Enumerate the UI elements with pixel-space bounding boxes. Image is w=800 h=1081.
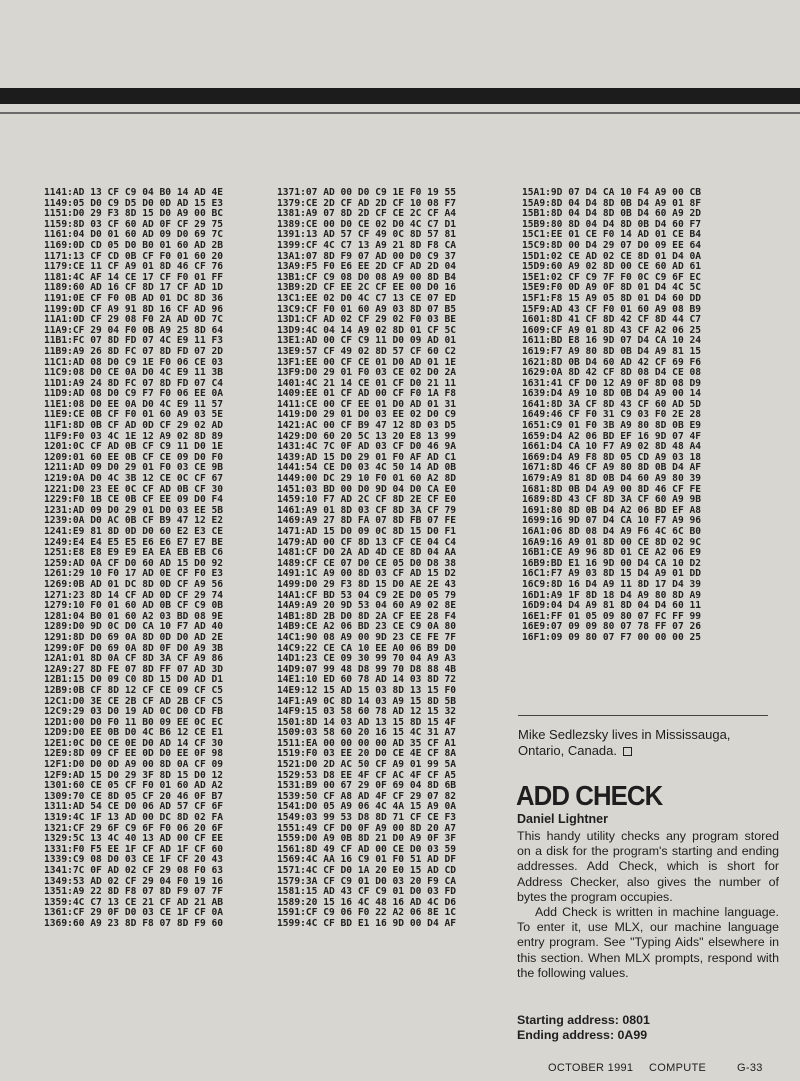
listing-line: 1691:80 8D 0B D4 A2 06 BD EF A8 bbox=[522, 505, 702, 516]
listing-line: 1431:4C 7C 0F AD 03 CF D0 46 9A bbox=[277, 442, 457, 453]
listing-line: 1671:8D 46 CF A9 80 8D 0B D4 AF bbox=[522, 463, 702, 474]
listing-line: 15A9:8D 04 D4 8D 0B D4 A9 01 8F bbox=[522, 198, 702, 209]
listing-line: 1149:05 D0 C9 D5 D0 0D AD 15 E3 bbox=[44, 198, 224, 209]
listing-line: 1419:D0 29 01 D0 03 EE 02 D0 C9 bbox=[277, 410, 457, 421]
listing-line: 1561:8D 49 CF AD 00 CE D0 03 59 bbox=[277, 844, 457, 855]
listing-line: 12F9:AD 15 D0 29 3F 8D 15 D0 12 bbox=[44, 770, 224, 781]
listing-line: 1531:B9 00 67 29 0F 69 04 8D 6B bbox=[277, 781, 457, 792]
footer-page-number: G-33 bbox=[737, 1062, 763, 1074]
listing-line: 1359:4C C7 13 CE 21 CF AD 21 AB bbox=[44, 897, 224, 908]
listing-line: 1371:07 AD 00 D0 C9 1E F0 19 55 bbox=[277, 188, 457, 198]
listing-line: 1151:D0 29 F3 8D 15 D0 A9 00 BC bbox=[44, 209, 224, 220]
listing-line: 1511:EA 00 00 00 00 AD 35 CF A1 bbox=[277, 738, 457, 749]
listing-line: 1379:CE 2D CF AD 2D CF 10 08 F7 bbox=[277, 198, 457, 209]
listing-line: 1459:10 F7 AD 2C CF 8D 2E CF E0 bbox=[277, 495, 457, 506]
listing-line: 12C1:D0 3E CE 2B CF AD 2B CF C5 bbox=[44, 696, 224, 707]
listing-line: 1209:01 60 EE 0B CF CE 09 D0 F0 bbox=[44, 452, 224, 463]
end-mark-icon bbox=[623, 747, 632, 756]
listing-line: 1429:D0 60 20 5C 13 20 E8 13 99 bbox=[277, 431, 457, 442]
listing-line: 1351:A9 22 8D F8 07 8D F9 07 7F bbox=[44, 887, 224, 898]
listing-line: 1309:70 CE 8D 05 CF 20 46 0F B7 bbox=[44, 791, 224, 802]
article-byline: Daniel Lightner bbox=[517, 812, 608, 826]
author-note bbox=[518, 727, 780, 759]
listing-line: 12C9:29 03 D0 19 AD 0C D0 CD FB bbox=[44, 707, 224, 718]
listing-line: 16D1:A9 1F 8D 18 D4 A9 80 8D A9 bbox=[522, 590, 702, 601]
listing-line: 1319:4C 1F 13 AD 00 DC 8D 02 FA bbox=[44, 813, 224, 824]
listing-line: 1299:0F D0 69 0A 8D 0F D0 A9 3B bbox=[44, 643, 224, 654]
article-title: ADD CHECK bbox=[516, 780, 663, 811]
listing-line: 1549:03 99 53 D8 8D 71 CF CE F3 bbox=[277, 813, 457, 824]
listing-line: 1611:BD E8 16 9D 07 D4 CA 10 24 bbox=[522, 336, 702, 347]
listing-line: 12B9:0B CF 8D 12 CF CE 09 CF C5 bbox=[44, 685, 224, 696]
column-divider bbox=[518, 715, 768, 716]
listing-line: 1321:CF 29 6F C9 6F F0 06 20 6F bbox=[44, 823, 224, 834]
listing-line: 1659:D4 A2 06 BD EF 16 9D 07 4F bbox=[522, 431, 702, 442]
listing-line: 13C9:CF F0 01 60 A9 03 8D 07 B5 bbox=[277, 304, 457, 315]
listing-line: 11E9:CE 0B CF F0 01 60 A9 03 5E bbox=[44, 410, 224, 421]
listing-line: 13D1:CF AD 02 CF 29 02 F0 03 BE bbox=[277, 315, 457, 326]
listing-line: 13A9:F5 F0 E6 EE 2D CF AD 2D 04 bbox=[277, 262, 457, 273]
listing-line: 1361:CF 29 0F D0 03 CE 1F CF 0A bbox=[44, 908, 224, 919]
listing-line: 1619:F7 A9 80 8D 0B D4 A9 81 15 bbox=[522, 346, 702, 357]
article-paragraph: Add Check is written in machine language. To enter it, use MLX, our machine language entry program. See "Typing Aids" elsewhere in this section. When MLX prompts, respond with the following values. bbox=[517, 905, 779, 980]
listing-line: 11A1:0D CF 29 08 F0 2A AD 0D 7C bbox=[44, 315, 224, 326]
listing-line: 1559:D0 A9 0B 8D 21 D0 A9 0F 3F bbox=[277, 834, 457, 845]
listing-line: 1249:E4 E4 E5 E5 E6 E6 E7 E7 BE bbox=[44, 537, 224, 548]
listing-line: 15E1:02 CF C9 7F F0 0C C9 6F EC bbox=[522, 272, 702, 283]
listing-line: 11A9:CF 29 04 F0 0B A9 25 8D 64 bbox=[44, 325, 224, 336]
listing-line: 1551:49 CF D0 0F A9 00 8D 20 A7 bbox=[277, 823, 457, 834]
listing-line: 11B9:A9 26 8D FC 07 8D FD 07 2D bbox=[44, 346, 224, 357]
header-bar bbox=[0, 88, 800, 104]
listing-line: 1581:15 AD 43 CF C9 01 D0 03 FD bbox=[277, 887, 457, 898]
listing-line: 1221:D0 23 EE 0C CF AD 0B CF 30 bbox=[44, 484, 224, 495]
listing-line: 1211:AD 09 D0 29 01 F0 03 CE 9B bbox=[44, 463, 224, 474]
listing-line: 1609:CF A9 01 8D 43 CF A2 06 25 bbox=[522, 325, 702, 336]
listing-line: 1501:8D 14 03 AD 13 15 8D 15 4F bbox=[277, 717, 457, 728]
starting-address: Starting address: 0801 bbox=[517, 1013, 650, 1027]
listing-line: 12B1:15 D0 09 C0 8D 15 D0 AD D1 bbox=[44, 675, 224, 686]
listing-line: 1489:CF CE 07 D0 CE 05 D0 D8 38 bbox=[277, 558, 457, 569]
listing-line: 1649:46 CF F0 31 C9 03 F0 2E 28 bbox=[522, 410, 702, 421]
listing-line: 1201:0C CF AD 0B CF C9 11 D0 1E bbox=[44, 442, 224, 453]
listing-line: 1391:13 AD 57 CF 49 0C 8D 57 81 bbox=[277, 230, 457, 241]
listing-line: 13F1:EE 00 CF CE 01 D0 AD 01 1E bbox=[277, 357, 457, 368]
listing-column-2 bbox=[277, 188, 456, 930]
listing-line: 1639:D4 A9 10 8D 0B D4 A9 00 14 bbox=[522, 389, 702, 400]
listing-line: 16D9:04 D4 A9 81 8D 04 D4 60 11 bbox=[522, 601, 702, 612]
listing-line: 1339:C9 08 D0 03 CE 1F CF 20 43 bbox=[44, 855, 224, 866]
listing-line: 1141:AD 13 CF C9 04 B0 14 AD 4E bbox=[44, 188, 224, 198]
listing-line: 14D9:07 99 48 D8 99 70 D8 88 4B bbox=[277, 664, 457, 675]
listing-line: 1519:F0 03 EE 20 D0 CE 4E CF 8A bbox=[277, 749, 457, 760]
listing-line: 11F1:8D 0B CF AD 0D CF 29 02 AD bbox=[44, 421, 224, 432]
listing-line: 1261:29 10 F0 17 AD 0E CF F0 E3 bbox=[44, 569, 224, 580]
listing-line: 14A9:A9 20 9D 53 04 60 A9 02 8E bbox=[277, 601, 457, 612]
listing-line: 1451:03 BD 00 D0 9D 04 D0 CA E0 bbox=[277, 484, 457, 495]
listing-line: 1291:8D D0 69 0A 8D 0D D0 AD 2E bbox=[44, 632, 224, 643]
listing-line: 1169:0D CD 05 D0 B0 01 60 AD 2B bbox=[44, 240, 224, 251]
listing-line: 1219:0A D0 4C 3B 12 CE 0C CF 67 bbox=[44, 474, 224, 485]
listing-line: 1661:D4 CA 10 F7 A9 02 8D 48 A4 bbox=[522, 442, 702, 453]
listing-line: 1241:E9 81 8D 0D D0 60 E2 E3 CE bbox=[44, 527, 224, 537]
listing-line: 11E1:08 D0 EE 0A D0 4C E9 11 57 bbox=[44, 399, 224, 410]
listing-line: 1591:CF C9 06 F0 22 A2 06 8E 1C bbox=[277, 908, 457, 919]
author-note-text: Mike Sedlezsky lives in Mississauga, Ontario, Canada. bbox=[518, 727, 731, 758]
listing-line: 1281:04 B0 01 60 A2 03 BD 08 9E bbox=[44, 611, 224, 622]
listing-line: 1629:0A 8D 42 CF 8D 08 D4 CE 08 bbox=[522, 368, 702, 379]
listing-line: 14C9:22 CE CA 10 EE A0 06 B9 D0 bbox=[277, 643, 457, 654]
listing-line: 12E9:8D 09 CF EE 0D D0 EE 0F 98 bbox=[44, 749, 224, 760]
listing-line: 1689:8D 43 CF 8D 3A CF 60 A9 9B bbox=[522, 495, 702, 506]
listing-line: 1569:4C AA 16 C9 01 F0 51 AD DF bbox=[277, 855, 457, 866]
listing-line: 1341:7C 0F AD 02 CF 29 08 F0 63 bbox=[44, 866, 224, 876]
listing-line: 15D9:60 A9 02 8D 00 CE 60 AD 61 bbox=[522, 262, 702, 273]
listing-line: 13C1:EE 02 D0 4C C7 13 CE 07 ED bbox=[277, 293, 457, 304]
listing-line: 1699:16 9D 07 D4 CA 10 F7 A9 96 bbox=[522, 516, 702, 527]
listing-line: 1449:00 DC 29 10 F0 01 60 A2 8D bbox=[277, 474, 457, 485]
listing-line: 13E9:57 CF 49 02 8D 57 CF 60 C2 bbox=[277, 346, 457, 357]
listing-line: 1181:4C AF 14 CE 17 CF F0 01 FF bbox=[44, 272, 224, 283]
listing-line: 1409:EE 01 CF AD 00 CF F0 1A F8 bbox=[277, 389, 457, 400]
listing-line: 1311:AD 54 CE D0 06 AD 57 CF 6F bbox=[44, 802, 224, 813]
footer-publication: COMPUTE bbox=[649, 1062, 707, 1074]
listing-line: 1441:54 CE D0 03 4C 50 14 AD 0B bbox=[277, 463, 457, 474]
listing-line: 1349:53 AD 02 CF 29 04 F0 19 16 bbox=[44, 876, 224, 887]
listing-line: 12D1:00 D0 F0 11 B0 09 EE 0C EC bbox=[44, 717, 224, 728]
listing-line: 1521:D0 2D AC 50 CF A9 01 99 5A bbox=[277, 760, 457, 771]
listing-line: 1631:41 CF D0 12 A9 0F 8D 08 D9 bbox=[522, 378, 702, 389]
listing-line: 1641:8D 3A CF 8D 43 CF 60 AD 5D bbox=[522, 399, 702, 410]
listing-line: 1189:60 AD 16 CF 8D 17 CF AD 1D bbox=[44, 283, 224, 294]
listing-line: 1301:60 CE 05 CF F0 01 60 AD A2 bbox=[44, 781, 224, 792]
listing-line: 15F1:F8 15 A9 05 8D 01 D4 60 DD bbox=[522, 293, 702, 304]
listing-line: 16C9:8D 16 D4 A9 11 8D 17 D4 39 bbox=[522, 579, 702, 590]
listing-line: 1401:4C 21 14 CE 01 CF D0 21 11 bbox=[277, 378, 457, 389]
listing-line: 1589:20 15 16 4C 48 16 AD 4C D6 bbox=[277, 897, 457, 908]
listing-line: 1179:CE 11 CF A9 01 8D 46 CF 76 bbox=[44, 262, 224, 273]
listing-line: 1279:10 F0 01 60 AD 0B CF C9 0B bbox=[44, 601, 224, 612]
listing-line: 11C9:08 D0 CE 0A D0 4C E9 11 3B bbox=[44, 368, 224, 379]
listing-line: 1469:A9 27 8D FA 07 8D FB 07 FE bbox=[277, 516, 457, 527]
listing-line: 16B1:CE A9 96 8D 01 CE A2 06 E9 bbox=[522, 548, 702, 559]
listing-line: 13F9:D0 29 01 F0 03 CE 02 D0 2A bbox=[277, 368, 457, 379]
listing-line: 1331:F0 F5 EE 1F CF AD 1F CF 60 bbox=[44, 844, 224, 855]
listing-line: 15B9:80 8D 04 D4 8D 0B D4 60 F7 bbox=[522, 219, 702, 230]
listing-line: 1571:4C CF D0 1A 20 E0 15 AD CD bbox=[277, 866, 457, 876]
listing-line: 11C1:AD 08 D0 C9 1E F0 06 CE 03 bbox=[44, 357, 224, 368]
listing-line: 1499:D0 29 F3 8D 15 D0 AE 2E 43 bbox=[277, 579, 457, 590]
listing-line: 1411:CE 00 CF EE 01 D0 AD 01 31 bbox=[277, 399, 457, 410]
listing-line: 13B1:CF C9 08 D0 08 A9 00 8D B4 bbox=[277, 272, 457, 283]
listing-line: 14C1:90 08 A9 00 9D 23 CE FE 7F bbox=[277, 632, 457, 643]
listing-line: 16E9:07 09 09 80 07 78 FF 07 26 bbox=[522, 622, 702, 633]
listing-line: 1669:D4 A9 F8 8D 05 CD A9 03 18 bbox=[522, 452, 702, 463]
listing-line: 14F9:15 03 58 60 78 AD 12 15 32 bbox=[277, 707, 457, 718]
listing-line: 16C1:F7 A9 03 8D 15 D4 A9 01 DD bbox=[522, 569, 702, 580]
listing-line: 15D1:02 CE AD 02 CE 8D 01 D4 0A bbox=[522, 251, 702, 262]
listing-line: 15B1:8D 04 D4 8D 0B D4 60 A9 2D bbox=[522, 209, 702, 220]
listing-line: 14B9:CE A2 06 BD 23 CE C9 0A 80 bbox=[277, 622, 457, 633]
listing-line: 12D9:D0 EE 0B D0 4C B6 12 CE E1 bbox=[44, 728, 224, 739]
listing-line: 15E9:F0 0D A9 0F 8D 01 D4 4C 5C bbox=[522, 283, 702, 294]
listing-line: 1579:3A CF C9 01 D0 03 20 F9 CA bbox=[277, 876, 457, 887]
listing-column-1 bbox=[44, 188, 223, 930]
listing-line: 1191:0E CF F0 0B AD 01 DC 8D 36 bbox=[44, 293, 224, 304]
listing-line: 1541:D0 05 A9 06 4C 4A 15 A9 0A bbox=[277, 802, 457, 813]
listing-line: 13D9:4C 04 14 A9 02 8D 01 CF 5C bbox=[277, 325, 457, 336]
listing-line: 15C9:8D 00 D4 29 07 D0 09 EE 64 bbox=[522, 240, 702, 251]
listing-line: 16B9:BD E1 16 9D 00 D4 CA 10 D2 bbox=[522, 558, 702, 569]
listing-line: 1289:D0 9D 0C D0 CA 10 F7 AD 40 bbox=[44, 622, 224, 633]
listing-line: 1399:CF 4C C7 13 A9 21 8D F8 CA bbox=[277, 240, 457, 251]
listing-line: 13E1:AD 00 CF C9 11 D0 09 AD 01 bbox=[277, 336, 457, 347]
listing-line: 12E1:0C D0 CE 0E D0 AD 14 CF 30 bbox=[44, 738, 224, 749]
listing-line: 1681:8D 0B D4 A9 00 8D 46 CF FE bbox=[522, 484, 702, 495]
listing-line: 12A1:01 8D 0A CF 8D 3A CF A9 86 bbox=[44, 654, 224, 665]
listing-line: 1389:CE 00 D0 CE 02 D0 4C C7 D1 bbox=[277, 219, 457, 230]
listing-line: 16F1:09 09 80 07 F7 00 00 00 25 bbox=[522, 632, 702, 643]
listing-line: 1481:CF D0 2A AD 4D CE 8D 04 AA bbox=[277, 548, 457, 559]
listing-line: 1171:13 CF CD 0B CF F0 01 60 20 bbox=[44, 251, 224, 262]
listing-line: 1421:AC 00 CF B9 47 12 8D 03 D5 bbox=[277, 421, 457, 432]
listing-line: 12F1:D0 D0 0D A9 00 8D 0A CF 09 bbox=[44, 760, 224, 771]
article-paragraph: This handy utility checks any program stored on a disk for the program's starting and ending addresses. Add Check, which is short for Address Checker, also gives the number of bytes the program occupies. bbox=[517, 829, 779, 904]
article-body bbox=[517, 829, 779, 981]
listing-line: 15F9:AD 43 CF F0 01 60 A9 08 B9 bbox=[522, 304, 702, 315]
listing-line: 14E1:10 ED 60 78 AD 14 03 8D 72 bbox=[277, 675, 457, 686]
listing-line: 1161:04 D0 01 60 AD 09 D0 69 7C bbox=[44, 230, 224, 241]
listing-line: 1529:53 D8 EE 4F CF AC 4F CF A5 bbox=[277, 770, 457, 781]
listing-line: 12A9:27 8D FE 07 8D FF 07 AD 3D bbox=[44, 664, 224, 675]
listing-line: 1651:C9 01 F0 3B A9 80 8D 0B E9 bbox=[522, 421, 702, 432]
listing-line: 1601:8D 41 CF 8D 42 CF 8D 44 C7 bbox=[522, 315, 702, 326]
listing-line: 11D9:AD 08 D0 C9 F7 F0 06 EE 0A bbox=[44, 389, 224, 400]
listing-line: 11B1:FC 07 8D FD 07 4C E9 11 F3 bbox=[44, 336, 224, 347]
listing-line: 16A9:16 A9 01 8D 00 CE 8D 02 9C bbox=[522, 537, 702, 548]
listing-line: 1251:E8 E8 E9 E9 EA EA EB EB C6 bbox=[44, 548, 224, 559]
listing-line: 1259:AD 0A CF D0 60 AD 15 D0 92 bbox=[44, 558, 224, 569]
listing-line: 1509:03 58 60 20 16 15 4C 31 A7 bbox=[277, 728, 457, 739]
listing-line: 1491:1C A9 00 8D 03 CF AD 15 D2 bbox=[277, 569, 457, 580]
listing-line: 1461:A9 01 8D 03 CF 8D 3A CF 79 bbox=[277, 505, 457, 516]
listing-line: 14D1:23 CE 09 30 99 70 04 A9 A3 bbox=[277, 654, 457, 665]
listing-line: 15A1:9D 07 D4 CA 10 F4 A9 00 CB bbox=[522, 188, 702, 198]
listing-line: 1369:60 A9 23 8D F8 07 8D F9 60 bbox=[44, 918, 224, 929]
listing-line: 1471:AD 15 D0 09 0C 8D 15 D0 F1 bbox=[277, 527, 457, 537]
listing-line: 16A1:06 8D 08 D4 A9 F6 4C 6C B0 bbox=[522, 527, 702, 537]
listing-line: 1239:0A D0 AC 0B CF B9 47 12 E2 bbox=[44, 516, 224, 527]
listing-line: 16E1:FF 01 05 09 80 07 FC FF 99 bbox=[522, 611, 702, 622]
listing-line: 1199:0D CF A9 91 8D 16 CF AD 96 bbox=[44, 304, 224, 315]
listing-line: 11D1:A9 24 8D FC 07 8D FD 07 C4 bbox=[44, 378, 224, 389]
header-rule bbox=[0, 112, 800, 114]
listing-line: 14A1:CF BD 53 04 C9 2E D0 05 79 bbox=[277, 590, 457, 601]
listing-line: 1439:AD 15 D0 29 01 F0 AF AD C1 bbox=[277, 452, 457, 463]
listing-line: 1229:F0 1B CE 0B CF EE 09 D0 F4 bbox=[44, 495, 224, 506]
listing-line: 13B9:2D CF EE 2C CF EE 00 D0 16 bbox=[277, 283, 457, 294]
listing-line: 14E9:12 15 AD 15 03 8D 13 15 F0 bbox=[277, 685, 457, 696]
listing-column-3 bbox=[522, 188, 701, 644]
listing-line: 1269:0B AD 01 DC 8D 0D CF A9 56 bbox=[44, 579, 224, 590]
listing-line: 1479:AD 00 CF 8D 13 CF CE 04 C4 bbox=[277, 537, 457, 548]
ending-address: Ending address: 0A99 bbox=[517, 1028, 648, 1042]
listing-line: 1679:A9 81 8D 0B D4 60 A9 80 39 bbox=[522, 474, 702, 485]
listing-line: 1599:4C CF BD E1 16 9D 00 D4 AF bbox=[277, 918, 457, 929]
listing-line: 1271:23 8D 14 CF AD 0D CF 29 74 bbox=[44, 590, 224, 601]
listing-line: 1539:50 CF A8 AD 4F CF 29 07 82 bbox=[277, 791, 457, 802]
footer-issue: OCTOBER 1991 bbox=[548, 1062, 634, 1074]
listing-line: 15C1:EE 01 CE F0 14 AD 01 CE B4 bbox=[522, 230, 702, 241]
listing-line: 14B1:8D 2B D0 8D 2A CF EE 28 F4 bbox=[277, 611, 457, 622]
listing-line: 14F1:A9 0C 8D 14 03 A9 15 8D 5B bbox=[277, 696, 457, 707]
listing-line: 1231:AD 09 D0 29 01 D0 03 EE 5B bbox=[44, 505, 224, 516]
listing-line: 11F9:F0 03 4C 1E 12 A9 02 8D 89 bbox=[44, 431, 224, 442]
listing-line: 1159:8D 03 CF 60 AD 0F CF 29 75 bbox=[44, 219, 224, 230]
listing-line: 1621:8D 0B D4 60 AD 42 CF 69 F6 bbox=[522, 357, 702, 368]
listing-line: 1381:A9 07 8D 2D CF CE 2C CF A4 bbox=[277, 209, 457, 220]
listing-line: 13A1:07 8D F9 07 AD 00 D0 C9 37 bbox=[277, 251, 457, 262]
listing-line: 1329:5C 13 4C 40 13 AD 00 CF EE bbox=[44, 834, 224, 845]
